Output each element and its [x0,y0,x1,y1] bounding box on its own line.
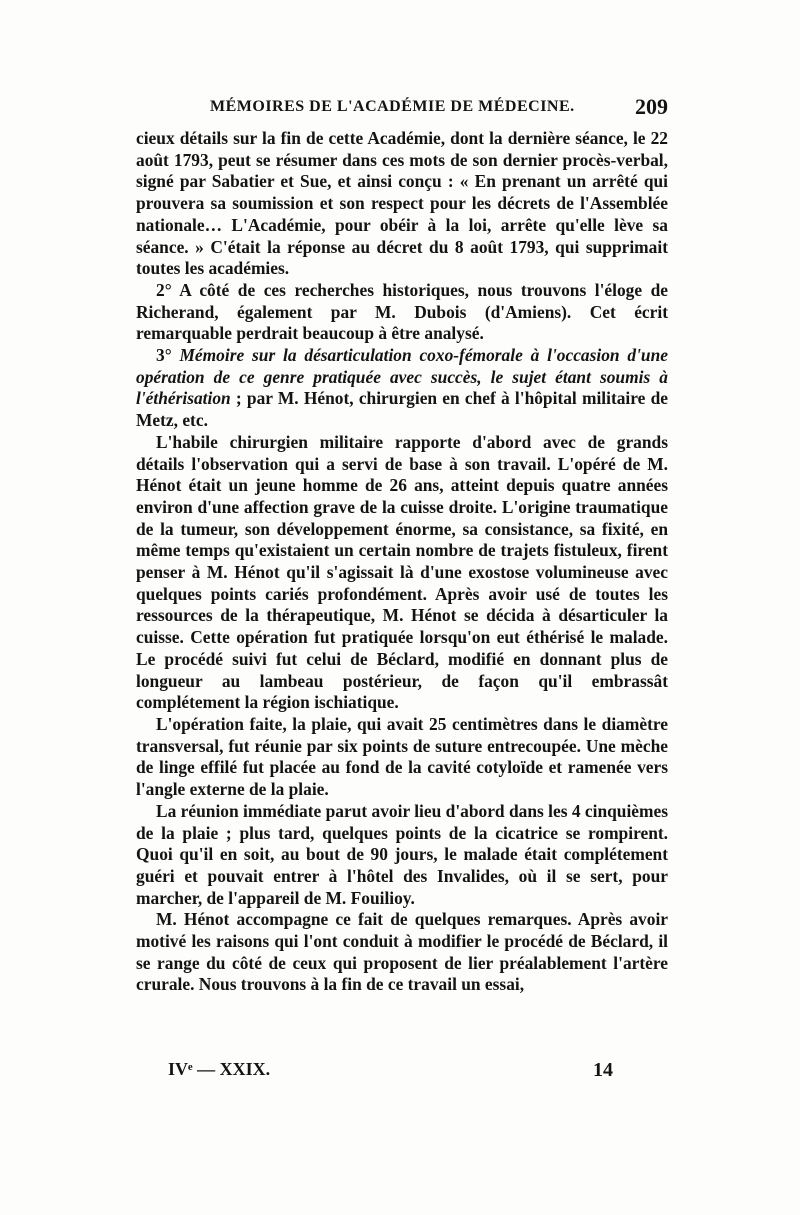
paragraph [136,128,668,280]
paragraph-text: L'opération faite, la plaie, qui avait 25 centimètres dans le diamètre transversal, fut réunie par six points de suture entrecoupée. Une mèche de linge effilé fut placée au fond de la cavité cotyloïde et ramenée vers l'angle externe de la plaie. [136,713,668,800]
paragraph-text: 2° A côté de ces recherches historiques, nous trouvons l'éloge de Richerand, également par M. Dubois (d'Amiens). Cet écrit remarquable perdrait beaucoup à être analysé. [136,279,668,344]
italic-title-text: Mémoire sur la désarticulation coxo-fémorale à l'occasion d'une opération de ce genre pratiquée avec succès, le sujet étant soumis à l'éthérisation [136,345,668,409]
signature-number: 14 [593,1059,613,1081]
paragraph [136,801,668,910]
paragraph [136,345,668,432]
paragraph-text: M. Hénot accompagne ce fait de quelques remarques. Après avoir motivé les raisons qui l'ont conduit à modifier le procédé de Béclard, il se range du côté de ceux qui proposent de lier préalablement l'artère crurale. Nous trouvons à la fin de ce travail un essai, [136,909,668,995]
body-text [136,128,668,996]
printer-signature: IVᵉ — XXIX. [168,1059,271,1079]
page-number: 209 [635,94,668,119]
page-footer [168,1059,613,1087]
paragraph-text: L'habile chirurgien militaire rapporte d'abord avec de grands détails l'observation qui a servi de base à son travail. L'opéré de M. Hénot était un jeune homme de 26 ans, atteint depuis quatre années environ d'une affection grave de la cuisse droite. L'origine traumatique de la tumeur, son développement énorme, sa consistance, sa fixité, en même temps qu'existaient un certain nombre de trajets fistuleux, firent penser à M. Hénot qu'il s'agissait là d'une exostose volumineuse avec quelques points cariés profondément. Après avoir usé de toutes les ressources de la thérapeutique, M. Hénot se décida à désarticuler la cuisse. Cette opération fut pratiquée lorsqu'on eut éthérisé le malade. Le procédé suivi fut celui de Béclard, modifié en donnant plus de longueur au lambeau postérieur, de façon qu'il embrassât complétement la région ischiatique. [136,431,668,713]
paragraph-text: La réunion immédiate parut avoir lieu d'abord dans les 4 cinquièmes de la plaie ; plus tard, quelques points de la cicatrice se rompirent. Quoi qu'il en soit, au bout de 90 jours, le malade était complétement guéri et pouvait entrer à l'hôtel des Invalides, où il se sert, pour marcher, de l'appareil de M. Fouilioy. [136,800,668,908]
paragraph [136,714,668,801]
running-title: MÉMOIRES DE L'ACADÉMIE DE MÉDECINE. [210,98,575,115]
paragraph [136,280,668,345]
paragraph-text: ; par M. Hénot, chirurgien en chef à l'hôpital militaire de Metz, etc. [136,388,668,431]
paragraph [136,909,668,996]
running-header [138,94,668,128]
paragraph [136,432,668,714]
paragraph-text: 3° [156,345,180,366]
paragraph-text: cieux détails sur la fin de cette Académie, dont la dernière séance, le 22 août 1793, peut se résumer dans ces mots de son dernier procès-verbal, signé par Sabatier et Sue, et ainsi conçu : « En prenant un arrêté qui prouvera sa soumission et son respect pour les décrets de l'Assemblée nationale… L'Académie, pour obéir à la loi, arrête qu'elle lève sa séance. » C'était la réponse au décret du 8 août 1793, qui supprimait toutes les académies. [136,128,668,279]
